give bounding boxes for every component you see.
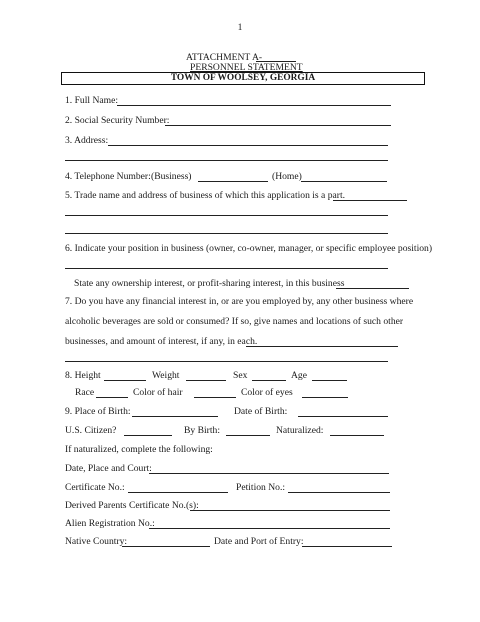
ssn-label: 2. Social Security Number: <box>65 115 170 126</box>
date-place-court-field[interactable] <box>149 473 389 474</box>
date-place-court-label: Date, Place and Court: <box>65 463 152 474</box>
date-port-field[interactable] <box>302 546 392 547</box>
citizen-label: U.S. Citizen? <box>65 425 117 436</box>
naturalized-field[interactable] <box>330 435 384 436</box>
eyes-field[interactable] <box>302 397 348 398</box>
town-title: TOWN OF WOOLSEY, GEORGIA <box>170 73 316 83</box>
age-label: Age <box>291 370 307 381</box>
race-field[interactable] <box>96 397 128 398</box>
age-field[interactable] <box>312 380 347 381</box>
hair-field[interactable] <box>194 397 236 398</box>
by-birth-field[interactable] <box>226 435 270 436</box>
business-phone-field[interactable] <box>198 181 268 182</box>
trade-name-field-2[interactable] <box>65 215 388 216</box>
hair-label: Color of hair <box>133 387 183 398</box>
ownership-field[interactable] <box>336 288 409 289</box>
financial-line-2: alcoholic beverages are sold or consumed? If so, give names and locations of such other <box>65 316 404 327</box>
alien-label: Alien Registration No.: <box>65 518 155 529</box>
sex-label: Sex <box>233 370 248 381</box>
birth-date-label: Date of Birth: <box>234 406 288 417</box>
telephone-label: 4. Telephone Number: <box>65 171 151 182</box>
page-number: 1 <box>237 22 243 33</box>
financial-field-2[interactable] <box>65 361 388 362</box>
home-phone-field[interactable] <box>301 181 387 182</box>
attachment-label: ATTACHMENT A- <box>186 52 263 63</box>
petition-label: Petition No.: <box>236 482 286 493</box>
date-port-label: Date and Port of Entry: <box>214 536 304 547</box>
address-field-2[interactable] <box>65 160 388 161</box>
weight-field[interactable] <box>186 380 226 381</box>
position-label: 6. Indicate your position in business (owner, co-owner, manager, or specific employee position) <box>65 243 433 254</box>
if-naturalized-label: If naturalized, complete the following: <box>65 444 213 455</box>
ssn-field[interactable] <box>165 125 391 126</box>
trade-name-field[interactable] <box>333 200 407 201</box>
trade-name-field-3[interactable] <box>65 233 388 234</box>
financial-field[interactable] <box>246 346 398 347</box>
sex-field[interactable] <box>252 380 286 381</box>
ownership-label: State any ownership interest, or profit-sharing interest, in this business <box>74 278 345 289</box>
certificate-label: Certificate No.: <box>65 482 125 493</box>
derived-label: Derived Parents Certificate No.(s): <box>65 500 199 511</box>
native-country-field[interactable] <box>122 546 210 547</box>
naturalized-label: Naturalized: <box>276 425 324 436</box>
height-field[interactable] <box>104 380 146 381</box>
financial-line-1: 7. Do you have any financial interest in, or are you employed by, any other business where <box>65 296 414 307</box>
height-label: 8. Height <box>65 370 101 381</box>
birth-place-label: 9. Place of Birth: <box>65 406 131 417</box>
race-label: Race <box>75 387 95 398</box>
full-name-label: 1. Full Name: <box>65 95 119 106</box>
home-phone-label: (Home) <box>272 171 302 182</box>
certificate-field[interactable] <box>128 492 228 493</box>
town-box <box>61 72 425 85</box>
eyes-label: Color of eyes <box>241 387 293 398</box>
native-country-label: Native Country: <box>65 536 128 547</box>
weight-label: Weight <box>152 370 180 381</box>
citizen-field[interactable] <box>124 435 172 436</box>
position-field[interactable] <box>65 268 388 269</box>
address-field[interactable] <box>108 145 388 146</box>
derived-field[interactable] <box>190 510 390 511</box>
statement-title: PERSONNEL STATEMENT <box>190 62 303 73</box>
full-name-field[interactable] <box>117 105 391 106</box>
birth-place-field[interactable] <box>132 416 218 417</box>
financial-line-3: businesses, and amount of interest, if any, in each. <box>65 336 258 347</box>
by-birth-label: By Birth: <box>184 425 220 436</box>
address-label: 3. Address: <box>65 135 109 146</box>
business-phone-label: (Business) <box>151 171 192 182</box>
petition-field[interactable] <box>288 492 390 493</box>
alien-field[interactable] <box>149 528 390 529</box>
birth-date-field[interactable] <box>298 416 388 417</box>
trade-name-label: 5. Trade name and address of business of which this application is a part. <box>65 190 346 201</box>
